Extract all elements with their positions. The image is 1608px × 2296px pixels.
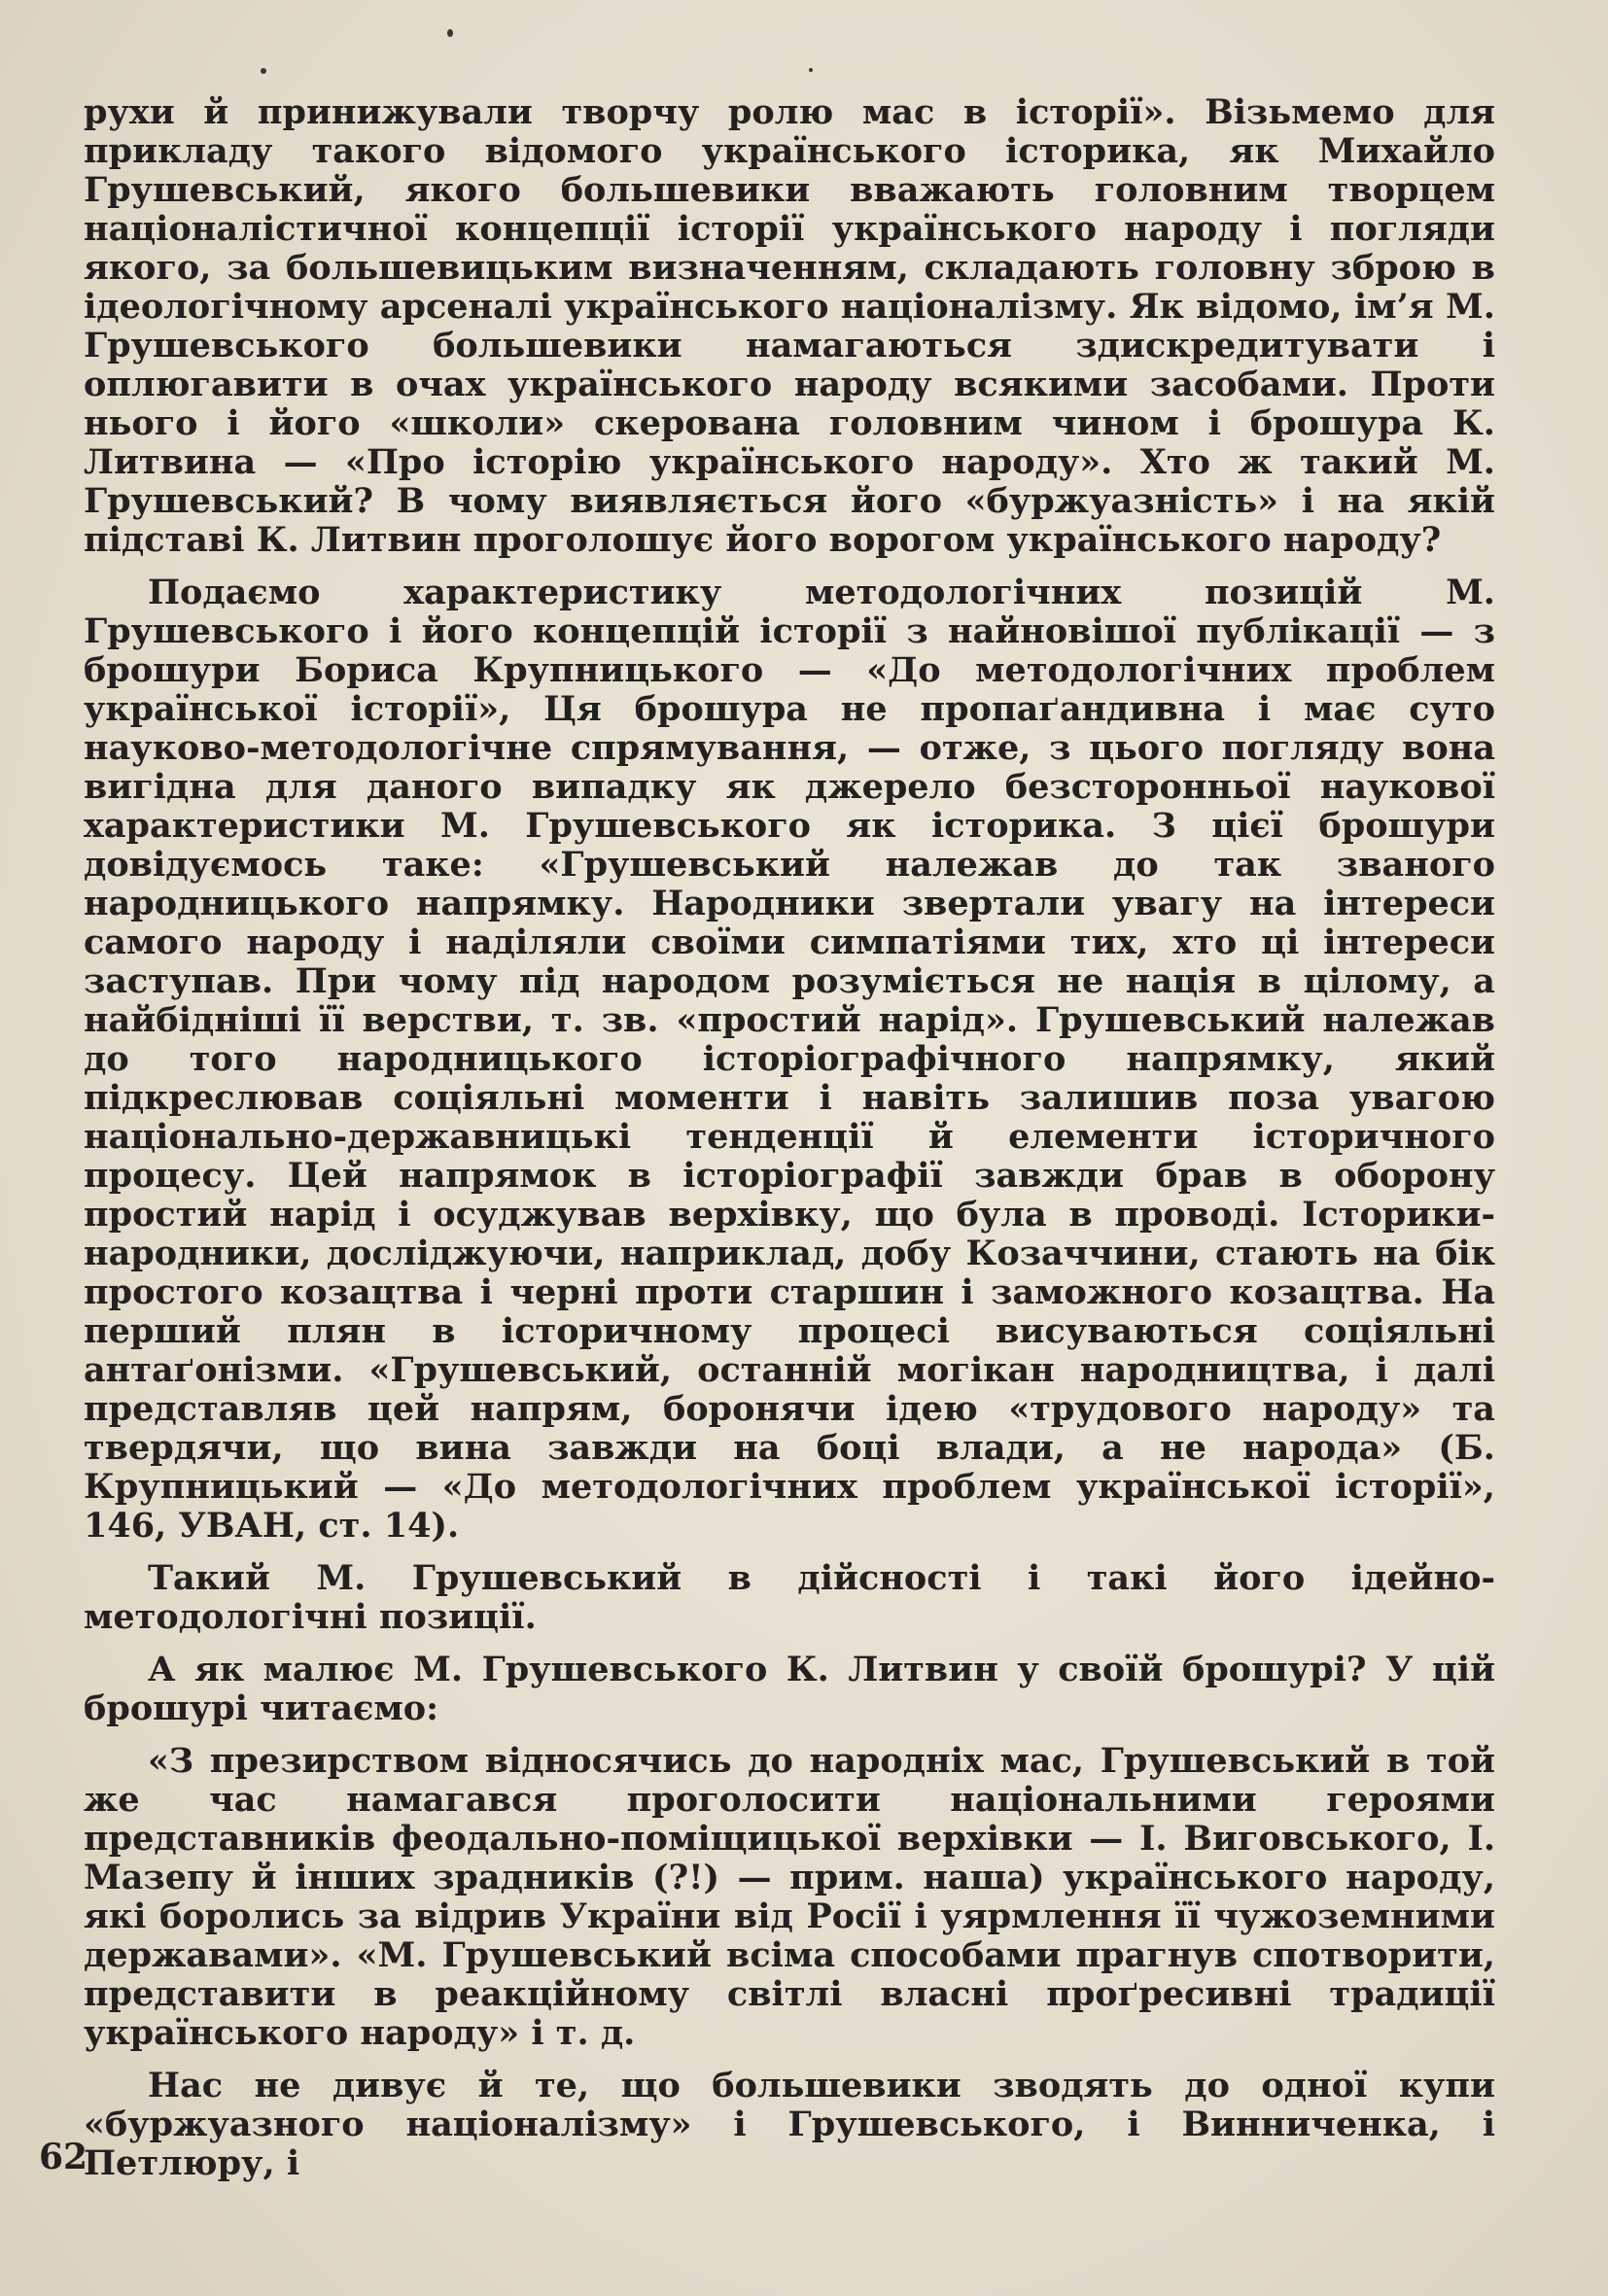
ink-speck <box>809 68 813 72</box>
body-text <box>84 93 1495 2197</box>
page-number: 62 <box>39 2137 88 2177</box>
paragraph-4: А як малює М. Грушевського К. Литвин у своїй брошурі? У цій брошурі читаємо: <box>84 1650 1495 1728</box>
paragraph-6: Нас не дивує й те, що большевики зводять до одної купи «буржуазного націоналізму» і Грушевського, і Винниченка, і Петлюру, і <box>84 2066 1495 2183</box>
ink-speck <box>261 68 266 74</box>
ink-speck <box>447 29 453 37</box>
paragraph-2: Подаємо характеристику методологічних позицій М. Грушевського і його концепцій історії з найновішої публікації — з брошури Бориса Крупницького — «До методологічних проблем української історії», Ця брошура не пропаґандивна і має суто науково-методологічне спрямування, — отже, з цього погляду вона вигідна для даного випадку як джерело безсторонньої наукової характеристики М. Грушевського як історика. З цієї брошури довідуємось таке: «Грушевський належав до так званого народницького напрямку. Народники звертали увагу на інтереси самого народу і наділяли своїми симпатіями тих, хто ці інтереси заступав. При чому під народом розуміється не нація в цілому, а найбідніші її верстви, т. зв. «простий нарід». Грушевський належав до того народницького історіографічного напрямку, який підкреслював соціяльні моменти і навіть залишив поза увагою національно-державницькі тенденції й елементи історичного процесу. Цей напрямок в історіографії завжди брав в оборону простий нарід і осуджував верхівку, що була в проводі. Історики-народники, досліджуючи, наприклад, добу Козаччини, стають на бік простого козацтва і черні проти старшин і заможного козацтва. На перший плян в історичному процесі висуваються соціяльні антаґонізми. «Грушевський, останній могікан народництва, і далі представляв цей напрям, боронячи ідею «трудового народу» та твердячи, що вина завжди на боці влади, а не народа» (Б. Крупницький — «До методологічних проблем української історії», 146, УВАН, ст. 14). <box>84 573 1495 1546</box>
paragraph-5-quote: «З презирством відносячись до народніх мас, Грушевський в той же час намагався проголосити національними героями представників феодально-поміщицької верхівки — І. Виговського, І. Мазепу й інших зрадників (?!) — прим. наша) українського народу, які боролись за відрив України від Росії і уярмлення її чужоземними державами». «М. Грушевський всіма способами прагнув спотворити, представити в реакційному світлі власні проґресивні традиції українського народу» і т. д. <box>84 1741 1495 2053</box>
paragraph-1: рухи й принижували творчу ролю мас в історії». Візьмемо для прикладу такого відомого українського історика, як Михайло Грушевський, якого большевики вважають головним творцем націоналістичної концепції історії українського народу і погляди якого, за большевицьким визначенням, складають головну зброю в ідеологічному арсеналі українського націоналізму. Як відомо, ім’я М. Грушевського большевики намагаються здискредитувати і оплюгавити в очах українського народу всякими засобами. Проти нього і його «школи» скерована головним чином і брошура К. Литвина — «Про історію українського народу». Хто ж такий М. Грушевський? В чому виявляється його «буржуазність» і на якій підставі К. Литвин проголошує його ворогом українського народу? <box>84 92 1495 560</box>
paragraph-3: Такий М. Грушевський в дійсності і такі його ідейно-методологічні позиції. <box>84 1558 1495 1637</box>
